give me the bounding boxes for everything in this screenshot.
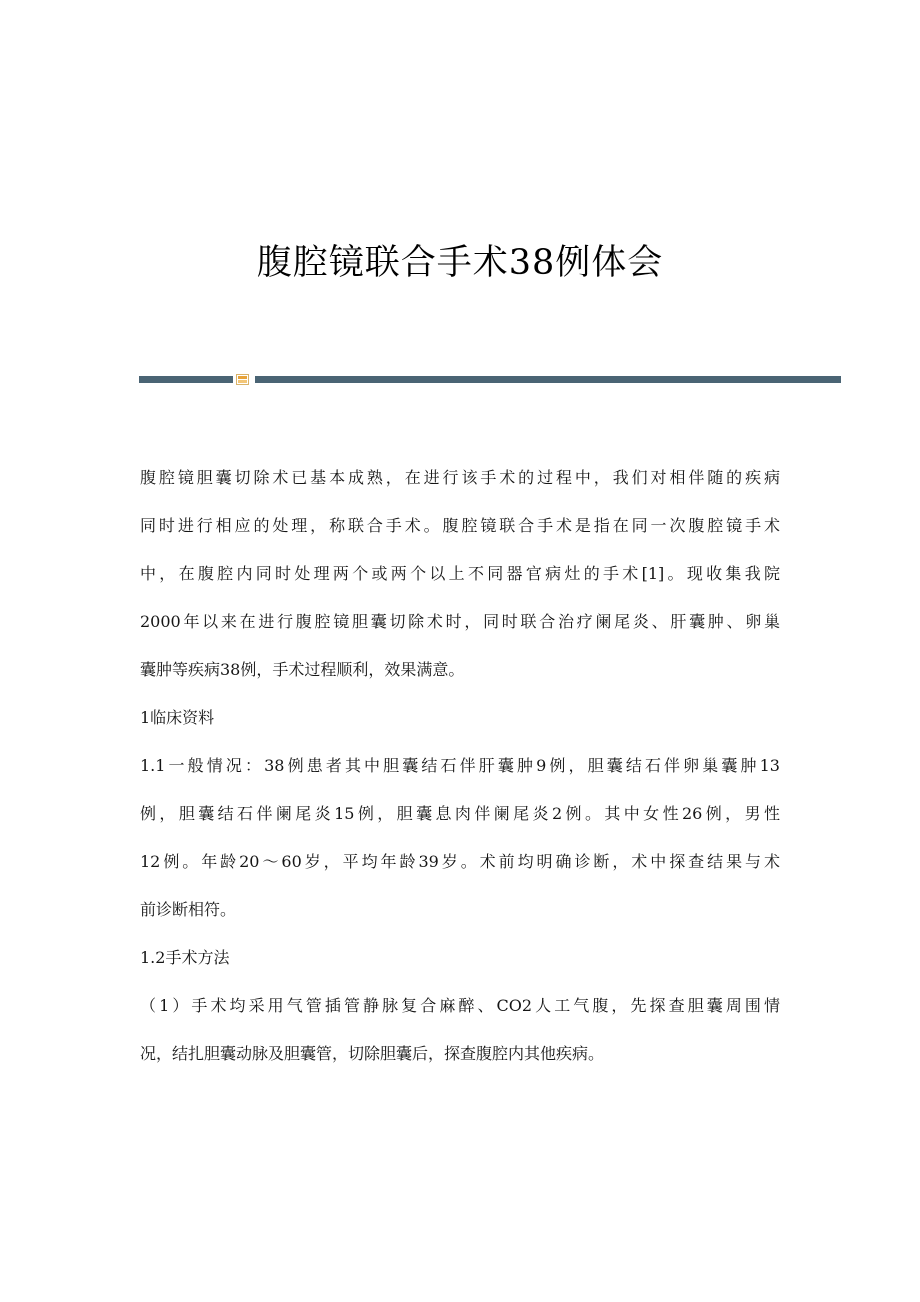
paragraph-intro	[140, 466, 780, 682]
title-divider	[139, 374, 841, 386]
text-line: 2000年以来在进行腹腔镜胆囊切除术时，同时联合治疗阑尾炎、肝囊肿、卵巢	[140, 612, 780, 631]
text-line: 前诊断相符。	[140, 900, 237, 919]
text-line: 腹腔镜胆囊切除术已基本成熟，在进行该手术的过程中，我们对相伴随的疾病	[140, 468, 780, 487]
section-heading: 1.2手术方法	[140, 948, 230, 967]
divider-bar-right	[255, 376, 841, 383]
text-line: 囊肿等疾病38例，手术过程顺利，效果满意。	[140, 660, 465, 679]
text-line: 12例。年龄20～60岁，平均年龄39岁。术前均明确诊断，术中探查结果与术	[140, 852, 780, 871]
text-line: 中，在腹腔内同时处理两个或两个以上不同器官病灶的手术[1]。现收集我院	[140, 564, 780, 583]
paragraph-method-1	[140, 994, 780, 1066]
text-line: 同时进行相应的处理，称联合手术。腹腔镜联合手术是指在同一次腹腔镜手术	[140, 516, 780, 535]
document-title: 腹腔镜联合手术38例体会	[256, 243, 664, 284]
section-heading-1-2	[140, 946, 780, 970]
document-body	[140, 466, 780, 1090]
divider-ornament-icon	[236, 374, 249, 385]
section-heading: 1临床资料	[140, 708, 215, 727]
divider-bar-left	[139, 376, 233, 383]
paragraph-1-1	[140, 754, 780, 922]
text-line: （1）手术均采用气管插管静脉复合麻醉、CO2人工气腹，先探查胆囊周围情	[140, 996, 780, 1015]
section-heading-1	[140, 706, 780, 730]
text-line: 况，结扎胆囊动脉及胆囊管，切除胆囊后，探查腹腔内其他疾病。	[140, 1044, 605, 1063]
text-line: 1.1一般情况：38例患者其中胆囊结石伴肝囊肿9例，胆囊结石伴卵巢囊肿13	[140, 756, 780, 775]
text-line: 例，胆囊结石伴阑尾炎15例，胆囊息肉伴阑尾炎2例。其中女性26例，男性	[140, 804, 780, 823]
